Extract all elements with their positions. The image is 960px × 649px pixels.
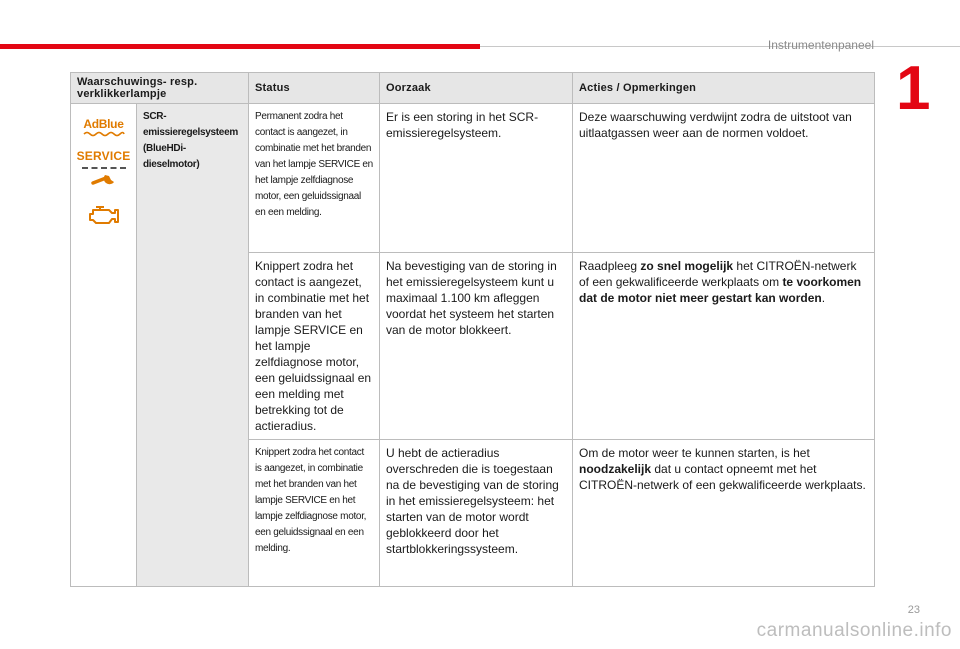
action-text: . [821,291,826,305]
status-row-2: Knippert zodra het contact is aangezet, in combinatie met het branden van het lampje SERVICE en het lampje zelfdiagnose motor, een geluidssignaal en een melding met betrekking tot de actieradius. [249,253,380,440]
action-row-2 [573,253,875,440]
action-emphasis: te voorkomen dat de motor niet meer gestart kan worden [579,275,862,305]
action-text: het CITROËN-netwerk of een gekwalificeerde werkplaats om [579,259,857,289]
engine-check-icon [87,203,121,227]
header-rule [480,46,960,47]
table-row [71,104,875,253]
lamp-icons-cell [71,104,137,587]
action-text: dat u contact opneemt met het CITROËN-netwerk of een gekwalificeerde werkplaats. [579,462,866,492]
section-title: Instrumentenpaneel [767,38,874,52]
service-icon: SERVICE [76,149,131,163]
action-emphasis: noodzakelijk [579,462,652,476]
adblue-icon: AdBlue [83,117,124,131]
column-header-lamp: Waarschuwings- resp. verklikkerlampje [71,73,249,104]
system-name: SCR-emissieregelsysteem (BlueHDi-dieselmotor) [137,104,249,587]
cause-row-1: Er is een storing in het SCR-emissieregelsysteem. [380,104,573,253]
page-number: 23 [907,604,920,616]
action-text: Om de motor weer te kunnen starten, is het [579,446,810,460]
table-header-row [71,73,875,104]
column-header-status: Status [249,73,380,104]
chapter-number: 1 [896,54,931,123]
header-red-bar [0,44,480,49]
adblue-wave-icon [83,131,125,137]
cause-row-3: U hebt de actieradius overschreden die is toegestaan na de bevestiging van de storing in het emissieregelsysteem: het starten van de motor wordt geblokkeerd door het startblokkeringssysteem. [380,440,573,587]
watermark: carmanualsonline.info [756,620,952,641]
action-text: Raadpleeg [579,259,641,273]
status-row-1: Permanent zodra het contact is aangezet, in combinatie met het branden van het lampje SERVICE en het lampje zelfdiagnose motor, een geluidssignaal en een melding. [249,104,380,253]
action-emphasis: zo snel mogelijk [640,259,734,273]
column-header-actions: Acties / Opmerkingen [573,73,875,104]
wrench-icon [91,173,117,187]
warning-lamp-table [70,72,875,587]
action-row-3 [573,440,875,587]
cause-row-2: Na bevestiging van de storing in het emissieregelsysteem kunt u maximaal 1.100 km afleggen voordat het systeem het starten van de motor blokkeert. [380,253,573,440]
service-dashed-line [82,167,126,169]
status-row-3: Knippert zodra het contact is aangezet, in combinatie met het branden van het lampje SERVICE en het lampje zelfdiagnose motor, een geluidssignaal en een melding. [249,440,380,587]
column-header-cause: Oorzaak [380,73,573,104]
action-row-1: Deze waarschuwing verdwijnt zodra de uitstoot van uitlaatgassen weer aan de normen voldoet. [573,104,875,253]
